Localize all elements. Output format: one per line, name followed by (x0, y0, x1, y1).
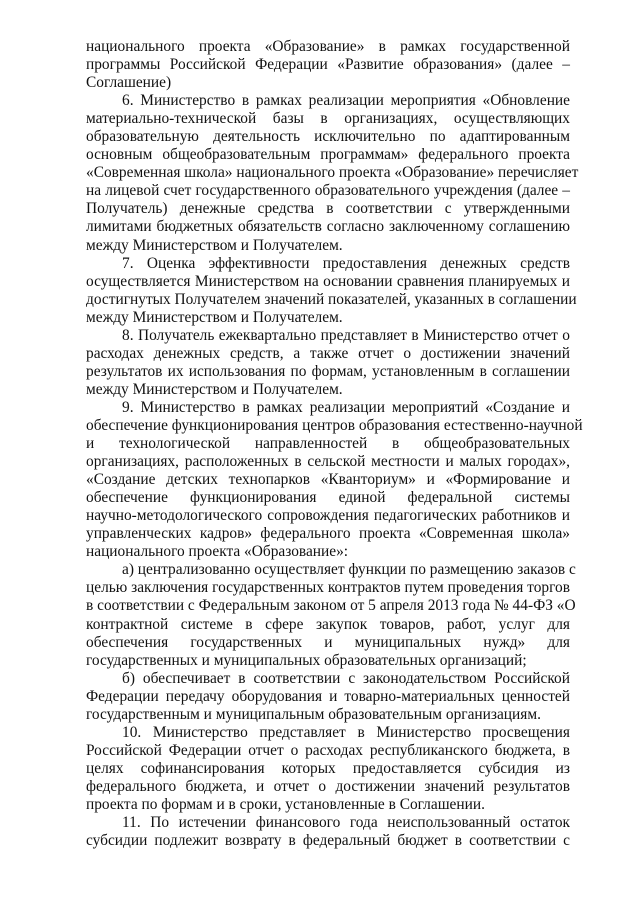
text-line: и технологической направленностей в общеобразовательных (86, 435, 570, 453)
paragraph (86, 724, 570, 814)
text-line: государственным и муниципальным образовательным организациям. (86, 705, 541, 723)
text-line: Российской Федерации отчет о расходах республиканского бюджета, в (86, 741, 570, 759)
text-line: достигнутых Получателем значений показателей, указанных в соглашении (86, 290, 577, 308)
text-line: расходах денежных средств, а также отчет о достижении значений (86, 344, 570, 362)
text-line: образовательную деятельность исключительно по адаптированным (86, 128, 570, 146)
text-line: субсидии подлежит возврату в федеральный бюджет в соответствии с (86, 832, 570, 850)
text-line: б) обеспечивает в соответствии с законодательством Российской (122, 669, 570, 687)
paragraph (86, 254, 577, 327)
text-line: 6. Министерство в рамках реализации мероприятия «Обновление (122, 92, 570, 110)
text-line: государственных и муниципальных образовательных организаций; (86, 651, 527, 669)
text-line: на лицевой счет государственного образовательного учреждения (далее – (86, 182, 570, 200)
text-line: обеспечение функционирования единой федеральной системы (86, 489, 570, 507)
text-line: Соглашение) (86, 74, 172, 92)
text-line: «Современная школа» национального проекта «Образование» перечисляет (86, 164, 579, 182)
paragraph (86, 814, 570, 850)
text-line: программы Российской Федерации «Развитие образования» (далее – (86, 56, 570, 74)
paragraph (86, 38, 570, 92)
paragraph (86, 92, 579, 254)
text-line: а) централизованно осуществляет функции по размещению заказов с (122, 561, 576, 579)
text-line: материально-технической базы в организациях, осуществляющих (86, 110, 570, 128)
document-page (86, 38, 583, 850)
text-line: целях софинансирования которых предоставляется субсидия из (86, 759, 570, 777)
text-line: целью заключения государственных контрактов путем проведения торгов (86, 579, 570, 597)
text-line: в соответствии с Федеральным законом от 5 апреля 2013 года № 44-ФЗ «О (86, 597, 576, 615)
text-line: проекта по формам и в сроки, установленные в Соглашении. (86, 795, 485, 813)
text-line: «Создание детских технопарков «Кванториум» и «Формирование и (86, 471, 570, 489)
text-line: контрактной системе в сфере закупок товаров, работ, услуг для (86, 615, 570, 633)
text-line: национального проекта «Образование» в рамках государственной (86, 38, 570, 55)
text-line: между Министерством и Получателем. (86, 380, 343, 398)
paragraph (86, 670, 570, 724)
text-line: лимитами бюджетных обязательств согласно заключенному соглашению (86, 218, 570, 236)
text-line: 9. Министерство в рамках реализации мероприятий «Создание и (122, 398, 570, 416)
text-line: Получатель) денежные средства в соответствии с утвержденными (86, 200, 570, 218)
text-line: 10. Министерство представляет в Министерство просвещения (122, 723, 570, 741)
text-line: национального проекта «Образование»: (86, 543, 349, 561)
text-line: 11. По истечении финансового года неиспользованный остаток (122, 814, 570, 832)
text-line: обеспечения государственных и муниципальных нужд» для (86, 633, 570, 651)
text-line: между Министерством и Получателем. (86, 308, 343, 326)
paragraph (86, 561, 576, 669)
text-line: научно-методологического сопровождения педагогических работников и (86, 507, 570, 525)
text-line: обеспечение функционирования центров образования естественно-научной (86, 416, 583, 434)
paragraph (86, 398, 583, 561)
text-line: результатов их использования по формам, установленным в соглашении (86, 362, 570, 380)
text-line: управленческих кадров» федерального проекта «Современная школа» (86, 525, 570, 543)
text-line: федерального бюджета, и отчет о достижении значений результатов (86, 777, 570, 795)
text-line: между Министерством и Получателем. (86, 236, 343, 254)
text-line: Федерации передачу оборудования и товарно-материальных ценностей (86, 687, 570, 705)
text-line: организациях, расположенных в сельской местности и малых городах», (86, 453, 570, 471)
text-line: 8. Получатель ежеквартально представляет в Министерство отчет о (122, 326, 570, 344)
text-line: 7. Оценка эффективности предоставления денежных средств (122, 254, 570, 272)
text-line: осуществляется Министерством на основании сравнения планируемых и (86, 272, 570, 290)
paragraph (86, 327, 570, 399)
text-line: основным общеобразовательным программам» федерального проекта (86, 146, 570, 164)
